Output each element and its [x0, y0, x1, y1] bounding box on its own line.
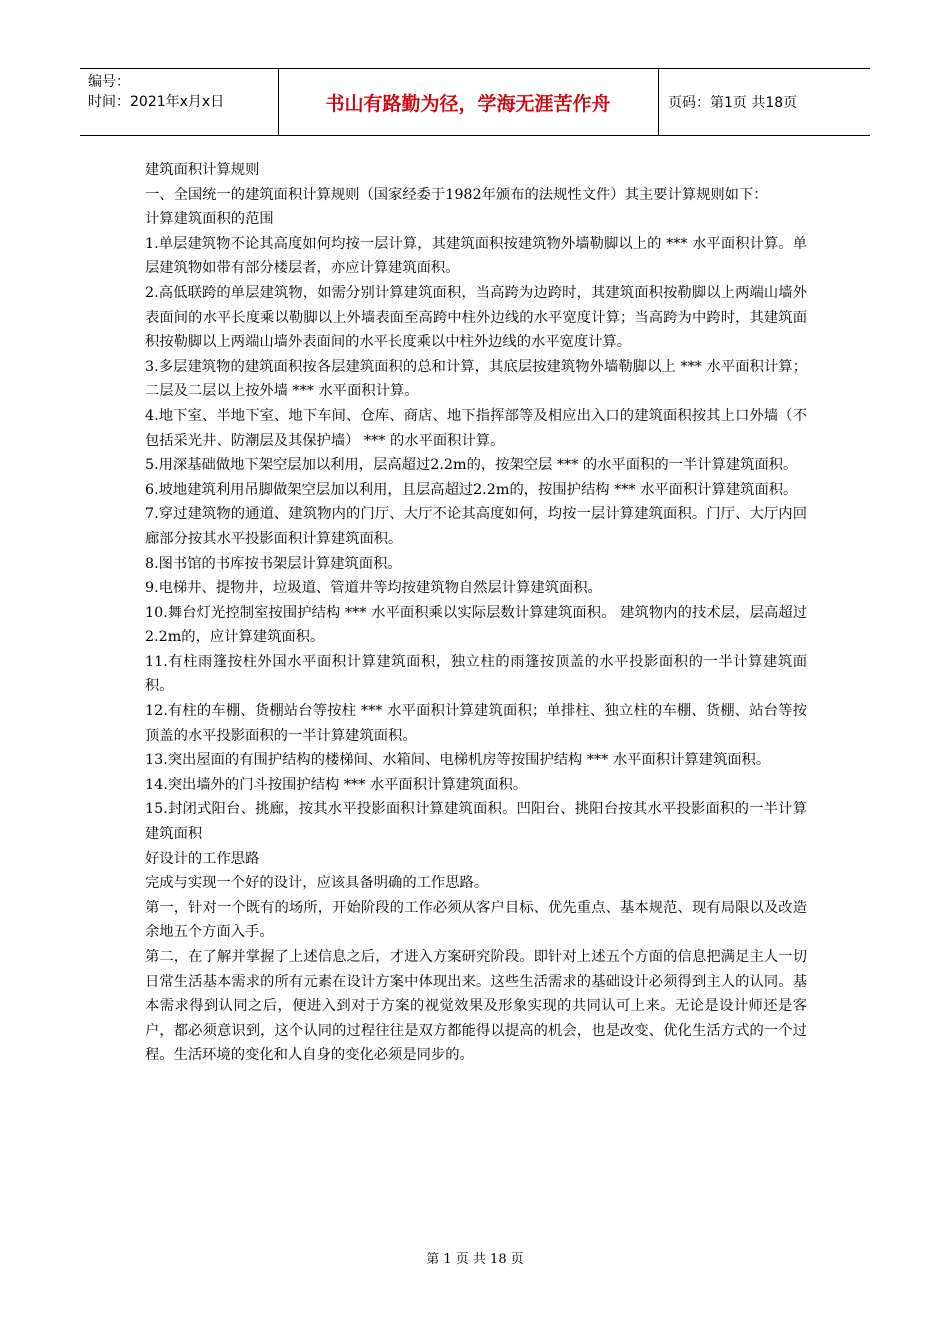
- document-date: 时间：2021年x月x日: [88, 94, 225, 110]
- document-number-label: 编号：: [88, 74, 130, 90]
- rule-item: 3.多层建筑物的建筑面积按各层建筑面积的总和计算，其底层按建筑物外墙勒脚以上 *** 水平面积计算；二层及二层以上按外墙 *** 水平面积计算。: [145, 358, 807, 400]
- header-divider: [658, 69, 659, 135]
- rule-item: 10.舞台灯光控制室按围护结构 *** 水平面积乘以实际层数计算建筑面积。 建筑物内的技术层，层高超过2.2m的，应计算建筑面积。: [145, 604, 807, 646]
- header-meta: [88, 72, 224, 112]
- rule-item: 6.坡地建筑利用吊脚做架空层加以利用，且层高超过2.2m的，按围护结构 *** 水平面积计算建筑面积。: [145, 481, 798, 498]
- rule-item: 2.高低联跨的单层建筑物，如需分别计算建筑面积，当高跨为边跨时，其建筑面积按勒脚以上两端山墙外表面间的水平长度乘以勒脚以上外墙表面至高跨中柱外边线的水平宽度计算；当高跨为中跨时，其建筑面积按勒脚以上两端山墙外表面间的水平长度乘以中柱外边线的水平宽度计算。: [145, 284, 807, 351]
- section-heading: 好设计的工作思路: [145, 850, 260, 867]
- rule-item: 9.电梯井、提物井，垃圾道、管道井等均按建筑物自然层计算建筑面积。: [145, 580, 602, 597]
- rule-item: 7.穿过建筑物的通道、建筑物内的门厅、大厅不论其高度如何，均按一层计算建筑面积。门厅、大厅内回廊部分按其水平投影面积计算建筑面积。: [145, 506, 807, 547]
- header-page-number: 页码：第1页 共18页: [668, 95, 798, 111]
- header-motto: 书山有路勤为径，学海无涯苦作舟: [325, 92, 611, 115]
- rule-item: 14.突出墙外的门斗按围护结构 *** 水平面积计算建筑面积。: [145, 776, 528, 793]
- rule-item: 1.单层建筑物不论其高度如何均按一层计算，其建筑面积按建筑物外墙勒脚以上的 *** 水平面积计算。单层建筑物如带有部分楼层者，亦应计算建筑面积。: [145, 235, 807, 277]
- paragraph: 第二，在了解并掌握了上述信息之后，才进入方案研究阶段。即针对上述五个方面的信息把满足主人一切日常生活基本需求的所有元素在设计方案中体现出来。这些生活需求的基础设计必须得到主人的认同。基本需求得到认同之后，便进入到对于方案的视觉效果及形象实现的共同认可上来。无论是设计师还是客户，都必须意识到，这个认同的过程往往是双方都能得以提高的机会，也是改变、优化生活方式的一个过程。生活环境的变化和人自身的变化必须是同步的。: [145, 949, 807, 1064]
- document-title: 建筑面积计算规则: [145, 162, 260, 178]
- page-header: [80, 68, 870, 136]
- paragraph: 一、全国统一的建筑面积计算规则（国家经委于1982年颁布的法规性文件）其主要计算规则如下：: [145, 186, 768, 203]
- rule-item: 13.突出屋面的有围护结构的楼梯间、水箱间、电梯机房等按围护结构 *** 水平面积计算建筑面积。: [145, 752, 771, 769]
- page-footer: 第 1 页 共 18 页: [426, 1252, 524, 1267]
- section-heading: 计算建筑面积的范围: [145, 211, 274, 228]
- rule-item: 8.图书馆的书库按书架层计算建筑面积。: [145, 555, 402, 572]
- rule-item: 11.有柱雨篷按柱外国水平面积计算建筑面积，独立柱的雨篷按顶盖的水平投影面积的一半计算建筑面积。: [145, 653, 807, 695]
- rule-item: 4.地下室、半地下室、地下车间、仓库、商店、地下指挥部等及相应出入口的建筑面积按其上口外墙（不包括采光井、防潮层及其保护墙） *** 的水平面积计算。: [145, 407, 807, 449]
- rule-item: 15.封闭式阳台、挑廊，按其水平投影面积计算建筑面积。凹阳台、挑阳台按其水平投影面积的一半计算建筑面积: [145, 801, 807, 843]
- paragraph: 第一，针对一个既有的场所，开始阶段的工作必须从客户目标、优先重点、基本规范、现有局限以及改造余地五个方面入手。: [145, 899, 807, 941]
- rule-item: 5.用深基础做地下架空层加以利用，层高超过2.2m的，按架空层 *** 的水平面积的一半计算建筑面积。: [145, 457, 798, 474]
- document-body: [145, 158, 807, 1068]
- rule-item: 12.有柱的车棚、货棚站台等按柱 *** 水平面积计算建筑面积；单排柱、独立柱的车棚、货棚、站台等按顶盖的水平投影面积的一半计算建筑面积。: [145, 703, 807, 744]
- paragraph: 完成与实现一个好的设计，应该具备明确的工作思路。: [145, 875, 489, 892]
